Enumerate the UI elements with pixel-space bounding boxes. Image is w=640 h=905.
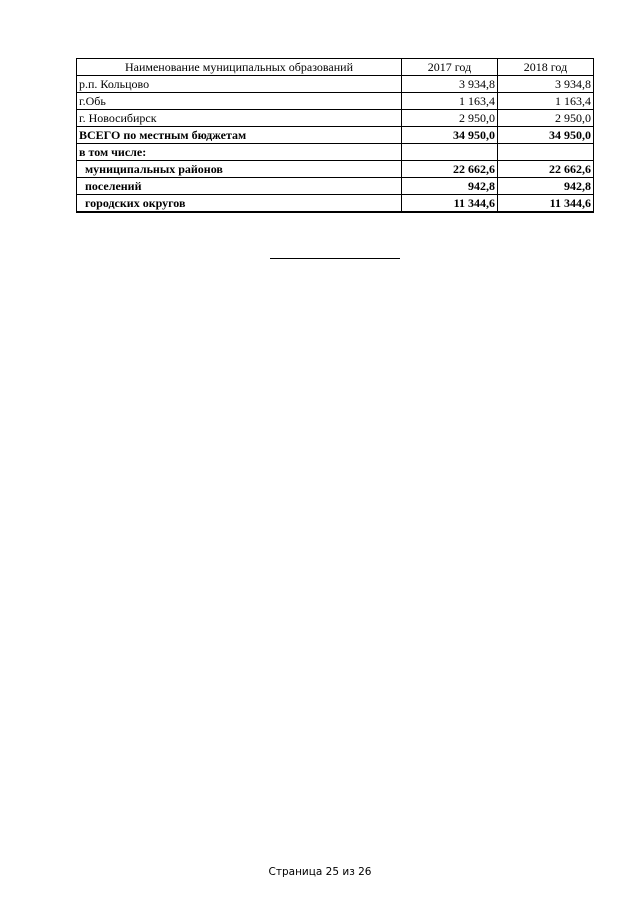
row-value-2018: 2 950,0 — [498, 110, 594, 127]
table-row — [77, 178, 594, 195]
row-value-2017: 942,8 — [402, 178, 498, 195]
row-value-2017: 2 950,0 — [402, 110, 498, 127]
table-row — [77, 76, 594, 93]
row-name: в том числе: — [77, 144, 402, 161]
header-2017: 2017 год — [402, 59, 498, 76]
total-row — [77, 127, 594, 144]
row-value-2018: 3 934,8 — [498, 76, 594, 93]
row-name: г. Новосибирск — [77, 110, 402, 127]
row-value-2018: 1 163,4 — [498, 93, 594, 110]
row-name: муниципальных районов — [77, 161, 402, 178]
row-value-2017: 22 662,6 — [402, 161, 498, 178]
section-divider — [270, 258, 400, 259]
row-name: р.п. Кольцово — [77, 76, 402, 93]
row-value-2017: 3 934,8 — [402, 76, 498, 93]
subheading-row — [77, 144, 594, 161]
row-value-2017 — [402, 144, 498, 161]
table-header-row — [77, 59, 594, 76]
table-row — [77, 161, 594, 178]
row-name: поселений — [77, 178, 402, 195]
row-value-2018: 34 950,0 — [498, 127, 594, 144]
row-value-2017: 11 344,6 — [402, 195, 498, 213]
page-number: Страница 25 из 26 — [268, 866, 372, 878]
row-value-2018: 942,8 — [498, 178, 594, 195]
row-value-2017: 34 950,0 — [402, 127, 498, 144]
row-name: городских округов — [77, 195, 402, 213]
row-name: ВСЕГО по местным бюджетам — [77, 127, 402, 144]
row-name: г.Обь — [77, 93, 402, 110]
budget-table — [76, 58, 594, 213]
table-row — [77, 110, 594, 127]
row-value-2018: 22 662,6 — [498, 161, 594, 178]
header-2018: 2018 год — [498, 59, 594, 76]
row-value-2018 — [498, 144, 594, 161]
row-value-2018: 11 344,6 — [498, 195, 594, 213]
header-municipality: Наименование муниципальных образований — [77, 59, 402, 76]
table-row — [77, 195, 594, 213]
table-row — [77, 93, 594, 110]
row-value-2017: 1 163,4 — [402, 93, 498, 110]
